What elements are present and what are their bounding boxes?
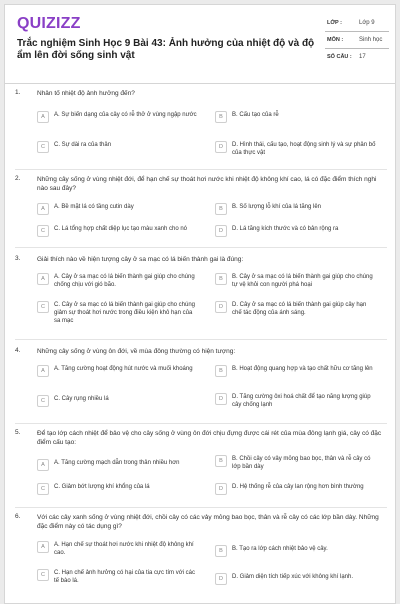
question-number: 6. <box>15 513 21 520</box>
question-divider <box>15 247 387 248</box>
option-letter: A <box>37 203 49 215</box>
option-text: D. Hệ thống rễ của cây lan rộng hơn bình thường <box>232 484 364 490</box>
option-d[interactable] <box>215 225 385 237</box>
page-title: Trắc nghiệm Sinh Học 9 Bài 43: Ảnh hưởng của nhiệt độ và độ ẩm lên đời sống sinh vật <box>17 38 315 61</box>
option-b[interactable] <box>215 545 385 557</box>
option-a[interactable] <box>37 459 207 471</box>
option-letter: C <box>37 483 49 495</box>
option-text: A. Bề mặt lá có tầng cutin dày <box>54 204 134 210</box>
option-text: B. Cấu tạo của rễ <box>232 112 279 118</box>
question-number: 1. <box>15 89 21 96</box>
option-text: A. Hạn chế sự thoát hơi nước khi nhiệt độ không khí cao. <box>54 542 194 556</box>
header-divider <box>5 83 396 84</box>
option-text: D. Cây ở sa mạc có lá biến thành gai giúp cây hạn chế tác động của ánh sáng. <box>232 302 367 316</box>
option-text: B. Tạo ra lớp cách nhiệt bảo vệ cây. <box>232 546 328 552</box>
option-text: C. Hạn chế ảnh hưởng có hại của tia cực tím với các tế bào lá. <box>54 570 195 584</box>
option-letter: B <box>215 455 227 467</box>
option-d[interactable] <box>215 393 385 409</box>
option-text: D. Hình thái, cấu tạo, hoạt động sinh lý và sự phân bố của thực vật <box>232 142 376 156</box>
meta-row-subject <box>325 32 389 49</box>
option-a[interactable] <box>37 203 207 215</box>
option-letter: D <box>215 225 227 237</box>
option-letter: C <box>37 395 49 407</box>
option-text: B. Số lượng lỗ khí của lá tăng lên <box>232 204 322 210</box>
question-text: Những cây sống ở vùng nhiệt đới, để hạn chế sự thoát hơi nước khi nhiệt độ không khí cao, lá có đặc điểm thích nghi nào sau đây? <box>37 176 377 192</box>
option-letter: C <box>37 225 49 237</box>
meta-value: Sinh học <box>359 37 383 43</box>
option-text: C. Cây ở sa mạc có lá biến thành gai giúp cho chúng giảm sự thoát hơi nước trong điều kiện khô hạn của sa mạc <box>54 302 196 324</box>
option-b[interactable] <box>215 273 385 289</box>
meta-value: Lớp 9 <box>359 20 375 26</box>
option-text: B. Cây ở sa mạc có lá biến thành gai giúp cho chúng tự vệ khỏi con người phá hoại <box>232 274 373 288</box>
option-text: A. Tăng cường hoạt động hút nước và muối khoáng <box>54 366 193 372</box>
option-a[interactable] <box>37 273 207 289</box>
option-letter: D <box>215 301 227 313</box>
option-b[interactable] <box>215 203 385 215</box>
meta-row-count <box>325 49 389 65</box>
question-number: 5. <box>15 429 21 436</box>
question-divider <box>15 169 387 170</box>
meta-box <box>325 15 389 65</box>
meta-row-class <box>325 15 389 32</box>
option-letter: D <box>215 483 227 495</box>
question-text: Với các cây xanh sống ở vùng nhiệt đới, chồi cây có các vảy mỏng bao bọc, thân và rễ cây có các lớp bần dày. Những đặc điểm này có tác dụng gì? <box>37 514 379 530</box>
option-d[interactable] <box>215 141 385 157</box>
option-b[interactable] <box>215 365 385 377</box>
quizizz-logo: QUIZIZZ <box>17 15 81 32</box>
option-c[interactable] <box>37 569 207 585</box>
option-text: D. Lá tăng kích thước và có bản rộng ra <box>232 226 339 232</box>
option-text: C. Lá tổng hợp chất diệp lục tạo màu xanh cho nó <box>54 226 188 232</box>
option-letter: C <box>37 141 49 153</box>
option-letter: A <box>37 541 49 553</box>
option-text: C. Sự dài ra của thân <box>54 142 112 148</box>
option-text: A. Cây ở sa mạc có lá biến thành gai giúp cho chúng chống chịu với gió bão. <box>54 274 195 288</box>
question-text: Giải thích nào về hiện tượng cây ở sa mạc có lá biến thành gai là đúng: <box>37 256 244 263</box>
option-c[interactable] <box>37 395 207 407</box>
option-b[interactable] <box>215 455 385 471</box>
option-letter: D <box>215 141 227 153</box>
option-letter: A <box>37 111 49 123</box>
option-text: A. Tăng cường mạch dẫn trong thân nhiều hơn <box>54 460 180 466</box>
question-number: 4. <box>15 347 21 354</box>
question-text: Nhân tố nhiệt độ ảnh hưởng đến? <box>37 90 135 97</box>
option-letter: C <box>37 569 49 581</box>
option-a[interactable] <box>37 111 207 123</box>
option-c[interactable] <box>37 483 207 495</box>
question-divider <box>15 507 387 508</box>
option-text: D. Giảm diện tích tiếp xúc với không khí lạnh. <box>232 574 353 580</box>
option-d[interactable] <box>215 573 385 585</box>
meta-label: MÔN : <box>327 37 344 43</box>
option-letter: D <box>215 573 227 585</box>
option-c[interactable] <box>37 141 207 153</box>
question-text: Để tạo lớp cách nhiệt để bảo vệ cho cây sống ở vùng ôn đới chịu đựng được cái rét của mùa đông lạnh giá, cây có đặc điểm cấu tạo: <box>37 430 382 446</box>
meta-label: LỚP : <box>327 20 342 26</box>
option-letter: A <box>37 365 49 377</box>
question-number: 3. <box>15 255 21 262</box>
option-d[interactable] <box>215 301 385 317</box>
option-letter: B <box>215 273 227 285</box>
option-c[interactable] <box>37 301 207 325</box>
option-letter: B <box>215 365 227 377</box>
option-letter: B <box>215 203 227 215</box>
option-text: A. Sự biến dạng của cây có rễ thở ở vùng ngập nước <box>54 112 197 118</box>
option-letter: B <box>215 545 227 557</box>
worksheet-page <box>4 4 396 604</box>
option-text: C. Giảm bớt lượng khí khổng của lá <box>54 484 150 490</box>
option-text: D. Tăng cường ôxi hoá chất để tạo năng lượng giúp cây chống lạnh <box>232 394 371 408</box>
question-divider <box>15 339 387 340</box>
option-letter: B <box>215 111 227 123</box>
option-a[interactable] <box>37 541 207 557</box>
meta-label: SỐ CÂU : <box>327 54 352 60</box>
option-letter: A <box>37 459 49 471</box>
option-a[interactable] <box>37 365 207 377</box>
option-c[interactable] <box>37 225 207 237</box>
question-number: 2. <box>15 175 21 182</box>
option-letter: D <box>215 393 227 405</box>
question-text: Những cây sống ở vùng ôn đới, về mùa đông thường có hiện tượng: <box>37 348 236 355</box>
option-text: C. Cây rụng nhiều lá <box>54 396 109 402</box>
meta-value: 17 <box>359 54 366 60</box>
option-letter: C <box>37 301 49 313</box>
option-d[interactable] <box>215 483 385 495</box>
option-b[interactable] <box>215 111 385 123</box>
question-divider <box>15 423 387 424</box>
option-letter: A <box>37 273 49 285</box>
option-text: B. Chồi cây có vảy mỏng bao bọc, thân và rễ cây có lớp bần dày <box>232 456 371 470</box>
option-text: B. Hoạt động quang hợp và tạo chất hữu cơ tăng lên <box>232 366 373 372</box>
